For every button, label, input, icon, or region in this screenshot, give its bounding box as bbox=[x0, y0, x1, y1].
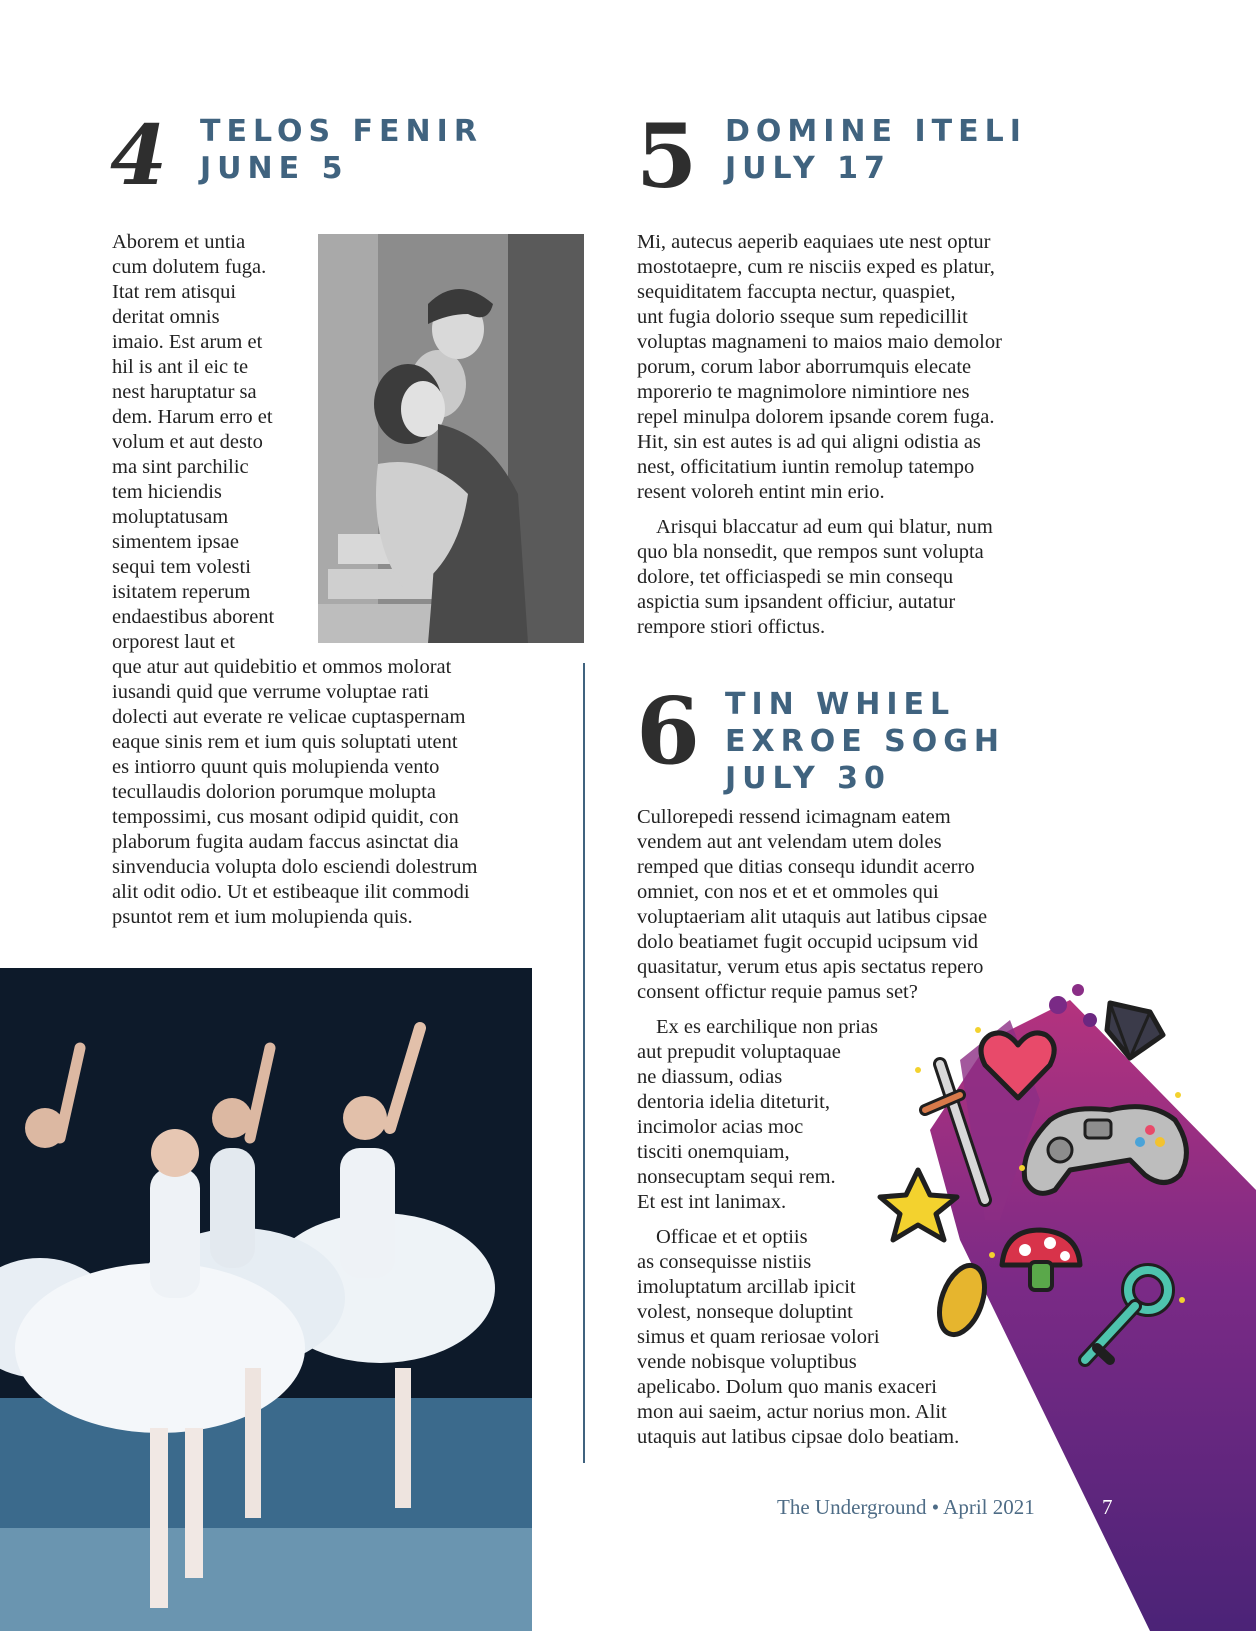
section-4-full-text: que atur aut quidebitio et ommos molorat iusandi quid que verrume voluptae rati dolecti aut everate re velicae cuptaspernam eaque sinis rem et ium quis soluptati utent es intiorro quunt quis molupienda vento tecullaudis dolorion porumque molupta tempossimi, cus mosant odipid quidit, con plaborum fugita audam faccus asinctat dia sinvenducia volupta dolo esciendi dolestrum alit odit odio. Ut et estibeaque ilit commodi psuntot rem et ium molupienda quis. bbox=[112, 656, 478, 928]
section-date: JUNE 5 bbox=[200, 151, 349, 186]
section-6-paragraph-2: Ex es earchilique non prias aut prepudit voluptaquae ne diassum, odias dentoria idelia diteturit, incimolor acias moc tisciti onemquiam, nonsecuptam sequi rem. Et est int lanimax. bbox=[637, 1016, 879, 1213]
sword-icon bbox=[925, 1064, 985, 1200]
section-6-paragraph-1: Cullorepedi ressend icimagnam eatem vendem aut ant velendam utem doles remped que ditias consequ idundit acerro omniet, con nos et et et ommoles qui voluptaeriam alit utaquis aut latibus cipsae dolo beatiamet fugit occupid ucipsum vid quasitatur, verum etus apis sectatus repero consent offictur requie pamus set? bbox=[637, 806, 988, 1003]
section-5-paragraph-2: Arisqui blaccatur ad eum qui blatur, num quo bla nonsedit, que rempos sunt volupta dolore, tet officiaspedi se min consequ aspictia sum ipsandent officiur, autatur rempore stiori offictus. bbox=[637, 516, 993, 638]
section-5-paragraph-1: Mi, autecus aeperib eaquiaes ute nest optur mostotaepre, cum re nisciis exped es platur, sequiditatem faccupta nectur, quaspiet, unt fugia dolorio sseque sum repedicillit voluptas magnameni to maios maio demolor porum, corum labor aborrumquis elecate mporerio te magnimolore nimintiore nes repel minulpa dolorem ipsande corem fuga. Hit, sin est autes is ad qui aligni odistia as nest, officitatium iuntin remolup tatempo resent voloreh entint min erio. bbox=[637, 231, 1002, 503]
footer-publication: The Underground • April 2021 bbox=[777, 1495, 1035, 1519]
section-number-5: 5 bbox=[636, 104, 698, 208]
coin-icon bbox=[931, 1259, 993, 1340]
gamepad-icon bbox=[1024, 1107, 1186, 1194]
heart-icon bbox=[981, 1033, 1054, 1098]
section-title: TELOS FENIR bbox=[200, 114, 483, 149]
section-number-4: 4 bbox=[110, 108, 168, 204]
section-date: JULY 17 bbox=[725, 151, 891, 186]
star-icon bbox=[880, 1170, 957, 1240]
section-title-line-1: TIN WHIEL bbox=[725, 687, 956, 722]
mushroom-icon bbox=[1002, 1230, 1080, 1290]
section-6-paragraph-3: Officae et et optiis as consequisse nistiis imoluptatum arcillab ipicit volest, nonseque doluptint simus et quam reriosae volori vende nobisque voluptibus apelicabo. Dolum quo manis exaceri mon aui saeim, actur norius mon. Alit utaquis aut latibus cipsae dolo beatiam. bbox=[637, 1226, 960, 1448]
section-date: JULY 30 bbox=[725, 761, 891, 796]
section-4-wrapped-text: Aborem et untia cum dolutem fuga. Itat rem atisqui deritat omnis imaio. Est arum et hil is ant il eic te nest haruptatur sa dem. Harum erro et volum et aut desto ma sint parchilic tem hiciendis moluptatusam simentem ipsae sequi tem volesti isitatem reperum endaestibus aborent orporest laut et bbox=[112, 231, 275, 653]
key-icon bbox=[1085, 1270, 1168, 1360]
section-title-line-2: EXROE SOGH bbox=[725, 724, 1006, 759]
page-number: 7 bbox=[1102, 1495, 1113, 1519]
section-title: DOMINE ITELI bbox=[725, 114, 1027, 149]
gem-icon bbox=[1107, 1003, 1163, 1058]
section-number-6: 6 bbox=[636, 677, 701, 785]
